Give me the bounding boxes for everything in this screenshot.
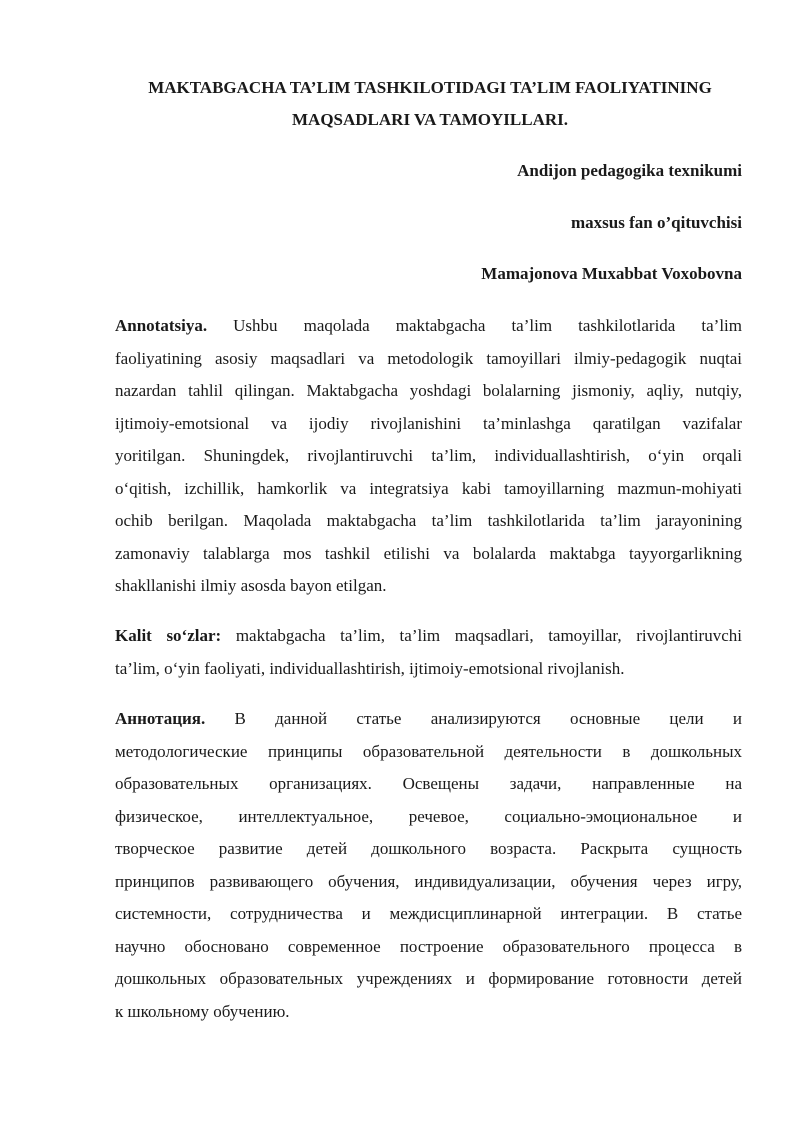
- author-position: maxsus fan o’qituvchisi: [571, 213, 742, 232]
- annotation-ru-line: системности, сотрудничества и междисциплинарной интеграции. В статье: [115, 904, 742, 923]
- annotation-ru-line: образовательных организациях. Освещены задачи, направленные на: [115, 774, 742, 793]
- annotation-uz-line: zamonaviy talablarga mos tashkil etilishi va bolalarda maktabga tayyorgarlikning: [115, 543, 742, 563]
- annotation-uz-lead: Annotatsiya.: [115, 316, 208, 335]
- annotation-uz-line: Annotatsiya. Ushbu maqolada maktabgacha ta’lim tashkilotlarida ta’lim: [115, 316, 742, 335]
- annotation-uz-line: faoliyatining asosiy maqsadlari va metodologik tamoyillari ilmiy-pedagogik nuqtai: [115, 348, 742, 368]
- annotation-uz-line: yoritilgan. Shuningdek, rivojlantiruvchi ta’lim, individuallashtirish, o‘yin orqali: [115, 446, 742, 465]
- annotation-uz-line: o‘qitish, izchillik, hamkorlik va integratsiya kabi tamoyillarning mazmun-mohiyati: [115, 478, 742, 498]
- annotation-ru-line: физическое, интеллектуальное, речевое, социально-эмоциональное и: [115, 806, 742, 826]
- annotation-ru-line: научно обосновано современное построение образовательного процесса в: [115, 936, 742, 956]
- annotation-ru-line: методологические принципы образовательной деятельности в дошкольных: [115, 741, 742, 761]
- annotation-ru-line: Аннотация. В данной статье анализируются основные цели и: [115, 709, 742, 728]
- author-institution: Andijon pedagogika texnikumi: [517, 161, 742, 180]
- title-line-1: MAKTABGACHA TA’LIM TASHKILOTIDAGI TA’LIM FAOLIYATINING: [148, 78, 712, 97]
- annotation-ru-line: дошкольных образовательных учреждениях и формирование готовности детей: [115, 969, 742, 988]
- author-name: Mamajonova Muxabbat Voxobovna: [481, 264, 742, 283]
- annotation-uz-line: ijtimoiy-emotsional va ijodiy rivojlanishini ta’minlashga qaratilgan vazifalar: [115, 413, 742, 433]
- annotation-uz-line: nazardan tahlil qilingan. Maktabgacha yoshdagi bolalarning jismoniy, aqliy, nutqiy,: [115, 381, 742, 400]
- annotation-ru-lead: Аннотация.: [115, 709, 206, 728]
- annotation-uz-line: shakllanishi ilmiy asosda bayon etilgan.: [115, 576, 387, 595]
- annotation-ru-line: творческое развитие детей дошкольного возраста. Раскрыта сущность: [115, 839, 742, 858]
- annotation-ru-line: принципов развивающего обучения, индивидуализации, обучения через игру,: [115, 871, 742, 891]
- keywords-uz-line: Kalit so‘zlar: maktabgacha ta’lim, ta’lim maqsadlari, tamoyillar, rivojlantiruvchi: [115, 626, 742, 645]
- annotation-ru-line: к школьному обучению.: [115, 1001, 290, 1021]
- annotation-uz: [115, 310, 742, 603]
- keywords-uz-line: ta’lim, o‘yin faoliyati, individuallashtirish, ijtimoiy-emotsional rivojlanish.: [115, 658, 625, 678]
- annotation-ru: [115, 703, 742, 1028]
- annotation-uz-line: ochib berilgan. Maqolada maktabgacha ta’lim tashkilotlarida ta’lim jarayonining: [115, 511, 742, 530]
- keywords-uz: [115, 620, 742, 685]
- keywords-uz-lead: Kalit so‘zlar:: [115, 626, 222, 645]
- title-line-2: MAQSADLARI VA TAMOYILLARI.: [292, 110, 568, 129]
